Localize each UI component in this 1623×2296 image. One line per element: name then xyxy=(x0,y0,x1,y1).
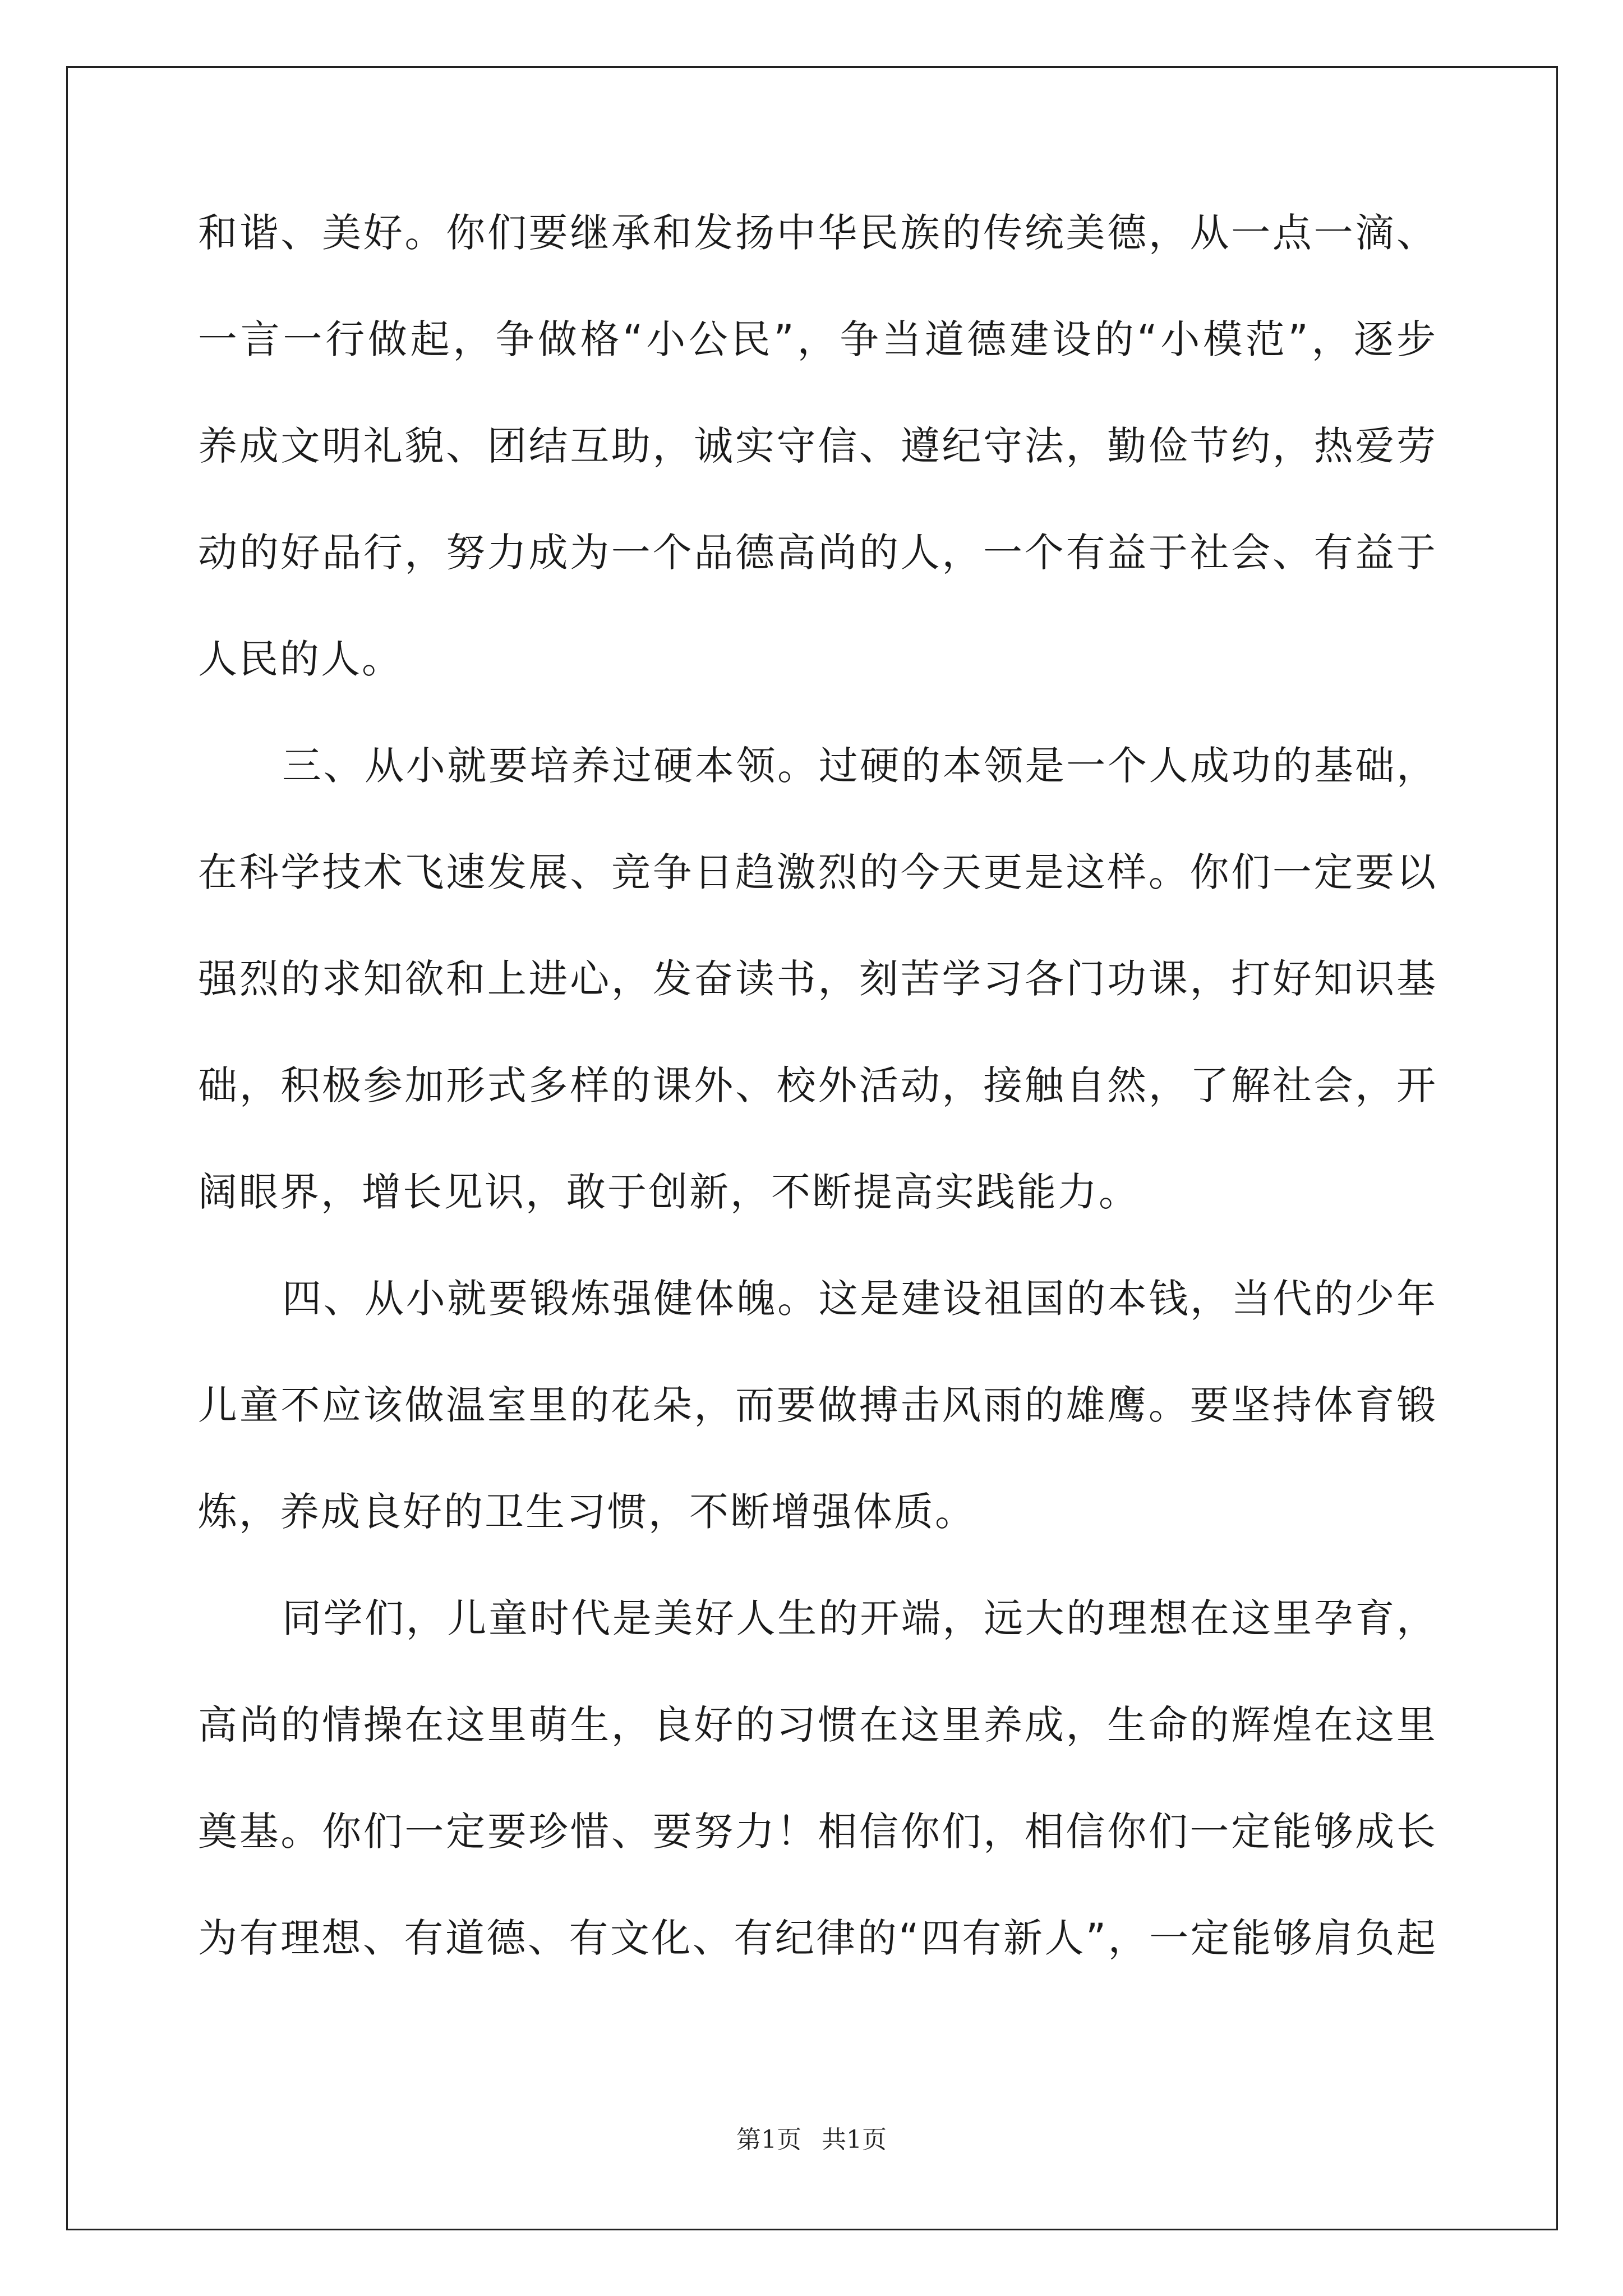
text-line: 础，积极参加形式多样的课外、校外活动，接触自然，了解社会，开 xyxy=(198,1062,1437,1108)
text-line: 一言一行做起，争做格“小公民”，争当道德建设的“小模范”，逐步 xyxy=(198,316,1437,362)
paragraph-start-line: 四、从小就要锻炼强健体魄。这是建设祖国的本钱，当代的少年 xyxy=(282,1276,1437,1322)
text-line: 强烈的求知欲和上进心，发奋读书，刻苦学习各门功课，打好知识基 xyxy=(198,956,1437,1002)
text-line: 炼，养成良好的卫生习惯，不断增强体质。 xyxy=(198,1489,976,1535)
paragraph-start-line: 三、从小就要培养过硬本领。过硬的本领是一个人成功的基础， xyxy=(282,743,1437,789)
text-line: 为有理想、有道德、有文化、有纪律的“四有新人”，一定能够肩负起 xyxy=(198,1915,1437,1961)
text-line: 儿童不应该做温室里的花朵，而要做搏击风雨的雄鹰。要坚持体育锻 xyxy=(198,1382,1437,1428)
text-line: 人民的人。 xyxy=(198,636,403,682)
text-line: 和谐、美好。你们要继承和发扬中华民族的传统美德，从一点一滴、 xyxy=(198,210,1437,256)
page-number-total: 共1页 xyxy=(822,2125,887,2154)
document-body xyxy=(198,180,1437,1991)
text-line: 高尚的情操在这里萌生，良好的习惯在这里养成，生命的辉煌在这里 xyxy=(198,1702,1437,1748)
text-line: 在科学技术飞速发展、竞争日趋激烈的今天更是这样。你们一定要以 xyxy=(198,849,1437,895)
text-line: 动的好品行，努力成为一个品德高尚的人，一个有益于社会、有益于 xyxy=(198,530,1437,576)
text-line: 养成文明礼貌、团结互助，诚实守信、遵纪守法，勤俭节约，热爱劳 xyxy=(198,423,1437,469)
page-number-current: 第1页 xyxy=(736,2125,801,2154)
text-line: 奠基。你们一定要珍惜、要努力！相信你们，相信你们一定能够成长 xyxy=(198,1809,1437,1855)
page-footer xyxy=(0,2119,1623,2155)
paragraph-start-line: 同学们，儿童时代是美好人生的开端，远大的理想在这里孕育， xyxy=(282,1595,1437,1641)
text-line: 阔眼界，增长见识，敢于创新，不断提高实践能力。 xyxy=(198,1169,1140,1215)
